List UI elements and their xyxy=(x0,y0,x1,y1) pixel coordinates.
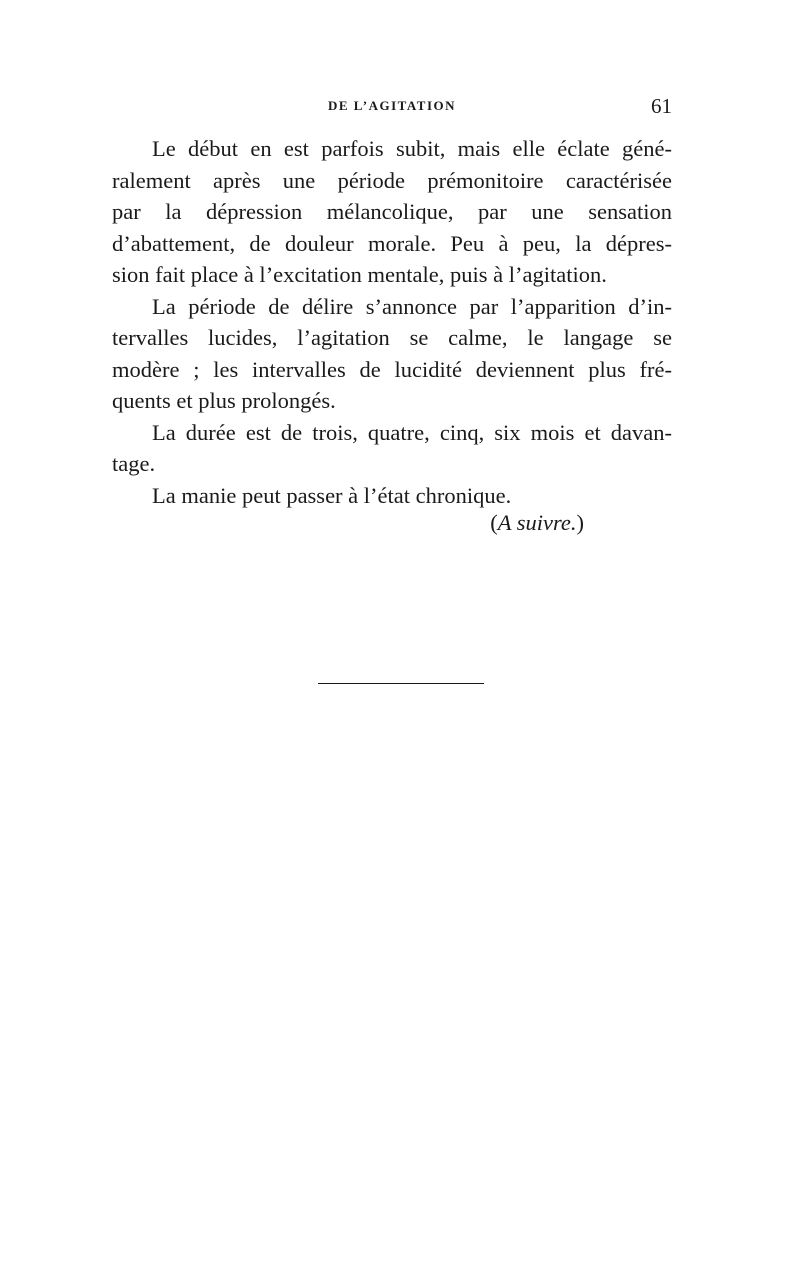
open-paren: ( xyxy=(490,510,498,535)
text-line: ralement après une période prémonitoire caractérisée xyxy=(112,167,672,193)
body-text xyxy=(112,133,672,511)
page-number: 61 xyxy=(651,94,672,118)
continued-label: A suivre. xyxy=(497,510,577,535)
text-line: d’abattement, de douleur morale. Peu à peu, la dépres- xyxy=(112,230,672,256)
text-line: Le début en est parfois subit, mais elle éclate géné- xyxy=(152,136,672,161)
text-line: tage. xyxy=(112,451,156,476)
running-title: DE L’AGITATION xyxy=(327,98,457,113)
close-paren: ) xyxy=(576,510,584,535)
text-line: modère ; les intervalles de lucidité deviennent plus fré- xyxy=(112,356,672,382)
paragraph-chronic xyxy=(112,480,672,512)
text-line: sion fait place à l’excitation mentale, puis à l’agitation. xyxy=(112,262,607,287)
paragraph-delirium-period xyxy=(112,291,672,417)
paragraph-duration xyxy=(112,417,672,480)
text-line: La manie peut passer à l’état chronique. xyxy=(152,482,512,508)
text-line: quents et plus prolongés. xyxy=(112,388,336,413)
text-line: tervalles lucides, l’agitation se calme, le langage se xyxy=(112,325,672,350)
to-be-continued-note xyxy=(112,510,584,536)
text-line: par la dépression mélancolique, par une sensation xyxy=(112,199,672,224)
section-end-rule xyxy=(318,683,484,684)
text-line: La période de délire s’annonce par l’apparition d’in- xyxy=(152,293,672,319)
paragraph-onset xyxy=(112,133,672,291)
text-line: La durée est de trois, quatre, cinq, six mois et davan- xyxy=(152,419,672,445)
running-head xyxy=(112,94,672,118)
